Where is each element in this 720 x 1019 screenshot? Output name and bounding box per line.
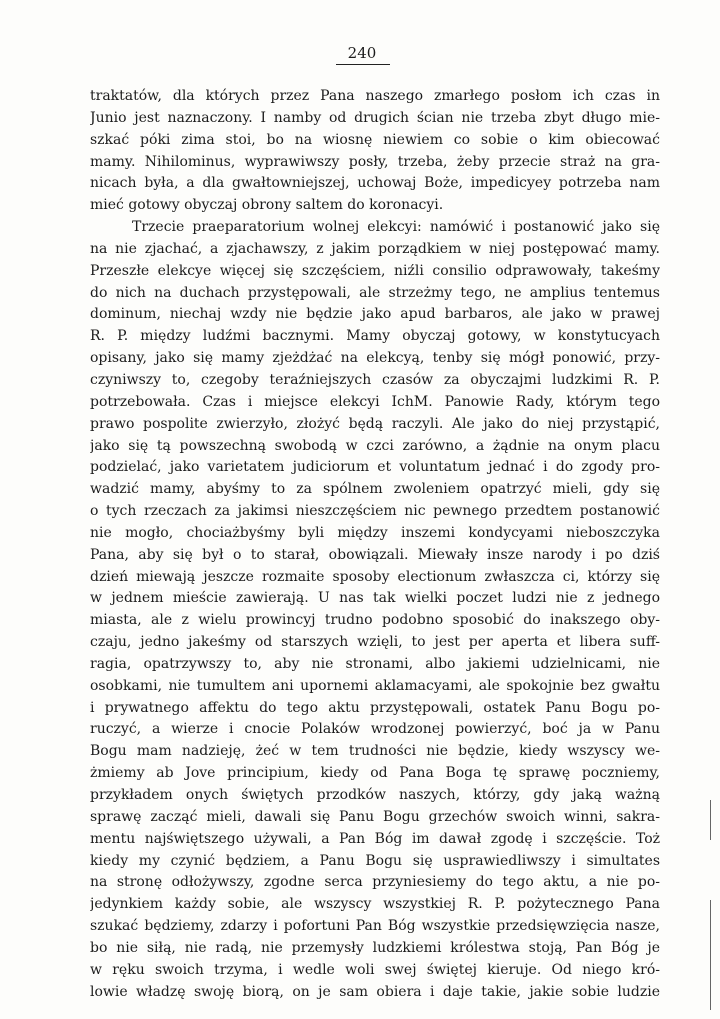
text-line: na nie zjachać, a zjachawszy, z jakim porządkiem w niej postępować mamy. (90, 240, 660, 257)
text-line: Junio jest naznaczony. I namby od drugich ścian nie trzeba zbyt długo mie- (90, 109, 660, 126)
text-line: mentu najświętszego używali, a Pan Bóg im dawał zgodę i szczęście. Toż (90, 830, 660, 847)
text-line: osobkami, nie tumultem ani upornemi aklamacyami, ale spokojnie bez gwałtu (90, 677, 660, 694)
text-line: w jednem mieście zawierają. U nas tak wielki poczet ludzi nie z jednego (90, 590, 660, 607)
text-line: bo nie siłą, nie radą, nie przemysły ludzkiemi królestwa stoją, Pan Bóg je (90, 939, 660, 956)
text-line: nie mogło, chociażbyśmy byli między inszemi kondycyami nieboszczyka (90, 524, 660, 541)
text-line: wadzić mamy, abyśmy to za spólnem zwoleniem opatrzyć mieli, gdy się (90, 481, 660, 498)
paragraph (90, 217, 660, 1003)
text-line: na stronę odłożywszy, zgodne serca przyniesiemy do tego aktu, a nie po- (90, 874, 660, 891)
text-line: żmiemy ab Jove principium, kiedy od Pana Boga tę sprawę poczniemy, (90, 765, 660, 782)
text-line: nicach była, a dla gwałtowniejszej, uchowaj Boże, impedicyey potrzeba nam (90, 175, 660, 192)
text-line: Przeszłe elekcye więcej się szczęściem, niźli consilio odprawowały, takeśmy (90, 262, 660, 279)
margin-scan-mark (710, 800, 711, 840)
text-line: prawo pospolite zwierzyło, złożyć będą raczyli. Ale jako do niej przystąpić, (90, 415, 660, 432)
text-line: mieć gotowy obyczaj obrony saltem do koronacyi. (90, 197, 444, 214)
text-line: ruczyć, a wierze i cnocie Polaków wrodzonej powierzyć, boć ja w Panu (90, 721, 660, 738)
text-line: czyniwszy to, czegoby teraźniejszych czasów za obyczajmi ludzkimi R. P. (90, 371, 660, 388)
text-line: R. P. między ludźmi bacznymi. Mamy obyczaj gotowy, w konstytucyach (90, 328, 660, 345)
text-line: do nich na duchach przystępowali, ale strzeżmy tego, ne amplius tentemus (90, 284, 660, 301)
text-line: i prywatnego affektu do tego aktu przystępowali, ostatek Panu Bogu po- (90, 699, 660, 716)
paragraph (90, 86, 660, 217)
margin-scan-mark (710, 900, 711, 1010)
text-line: miasta, ale z wielu prowincyj trudno podobno sposobić do inakszego oby- (90, 612, 660, 629)
text-line: mamy. Nihilominus, wyprawiwszy posły, trzeba, żeby przecie straż na gra- (90, 153, 660, 170)
text-line: sprawę zacząć mieli, dawali się Panu Bogu grzechów swoich winni, sakra- (90, 808, 660, 825)
text-line: przykładem onych świętych przodków naszych, którzy, gdy jaką ważną (90, 787, 660, 803)
text-line: potrzebowała. Czas i miejsce elekcyi IchM. Panowie Rady, którym tego (90, 393, 660, 410)
text-line: Bogu mam nadzieję, żeć w tem trudności nie będzie, kiedy wszyscy we- (90, 743, 660, 760)
text-line: jedynkiem każdy sobie, ale wszyscy wszystkiej R. P. pożytecznego Pana (90, 896, 660, 913)
text-line: Pana, aby się był o to starał, obowiązali. Miewały insze narody i po dziś (90, 546, 660, 563)
text-line: dzień miewają jeszcze rozmaite sposoby electionum zwłaszcza ci, którzy się (90, 568, 660, 585)
text-line: jako się tą powszechną swobodą w czci zarówno, a żądnie na onym placu (90, 437, 660, 454)
text-line: czaju, jedno jakeśmy od starszych wzięli, to jest per aperta et libera suff- (90, 634, 660, 651)
page-number-rule (336, 64, 390, 65)
text-line: dominum, niechaj wzdy nie będzie jako apud barbaros, ale jako w prawej (90, 306, 660, 323)
text-line: traktatów, dla których przez Pana naszego zmarłego posłom ich czas in (90, 88, 660, 104)
text-line: ragia, opatrzywszy to, aby nie stronami, albo jakiemi udzielnicami, nie (90, 655, 660, 672)
text-line: podzielać, jako varietatem judiciorum et voluntatum jednać i do zgody pro- (90, 459, 660, 476)
text-line: szkać póki zima stoi, bo na wiosnę niewiem co sobie o kim obiecować (90, 131, 660, 148)
text-line: opisany, jako się mamy zjeżdżać na elekcyą, tenby się mógł ponowić, przy- (90, 350, 660, 367)
text-line: lowie władzę swoję biorą, on je sam obiera i daje takie, jakie sobie ludzie (90, 983, 660, 1000)
text-line: szukać będziemy, zdarzy i pofortuni Pan Bóg wszystkie przedsięwzięcia nasze, (90, 918, 660, 935)
text-line: kiedy my czynić będziem, a Panu Bogu się usprawiedliwszy i simultates (90, 852, 660, 869)
text-line: w ręku swoich trzyma, i wedle woli swej świętej kieruje. Od niego kró- (90, 961, 660, 978)
page-number: 240 (347, 44, 377, 62)
text-line: o tych rzeczach za jakimsi nieszczęściem nic pewnego przedtem postanowić (90, 503, 660, 520)
text-line: Trzecie praeparatorium wolnej elekcyi: namówić i postanowić jako się (132, 219, 660, 236)
body-text (90, 86, 660, 1003)
